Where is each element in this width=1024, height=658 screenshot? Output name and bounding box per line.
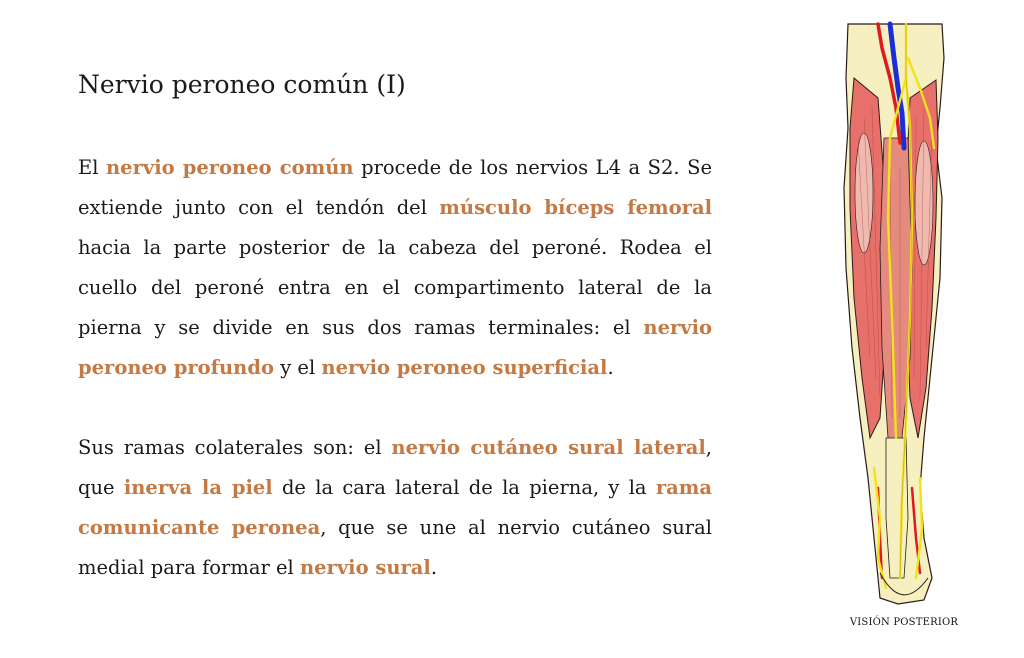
figure-caption: VISIÓN POSTERIOR — [849, 617, 959, 628]
tendon-lateral — [855, 133, 873, 253]
text-span: . — [430, 556, 438, 579]
term-nervio-peroneo-superficial[interactable]: nervio peroneo superficial — [321, 356, 608, 379]
term-inerva-la-piel[interactable]: inerva la piel — [123, 476, 273, 499]
text-span: El — [78, 156, 106, 179]
text-span: Sus ramas colaterales son: el — [78, 436, 392, 459]
text-span: , que — [78, 436, 712, 499]
body-text — [78, 148, 712, 628]
paragraph-1 — [78, 148, 712, 388]
term-nervio-peroneo-comun[interactable]: nervio peroneo común — [106, 156, 354, 179]
text-span: , que se une al nervio cutáneo sural medial para formar el — [78, 516, 712, 579]
term-rama-comunicante-peronea[interactable]: rama comunicante peronea — [78, 476, 713, 539]
term-musculo-biceps-femoral[interactable]: músculo bíceps femoral — [439, 196, 712, 219]
term-nervio-peroneo-profundo[interactable]: nervio peroneo profundo — [78, 316, 712, 379]
text-span: y el — [274, 356, 322, 379]
page-title: Nervio peroneo común (I) — [78, 70, 406, 99]
tendon-medial — [915, 141, 933, 265]
paragraph-2 — [78, 428, 712, 588]
term-nervio-cutaneo-sural-lateral[interactable]: nervio cutáneo sural lateral — [391, 436, 706, 459]
leg-posterior-illustration — [820, 18, 970, 608]
text-span: hacia la parte posterior de la cabeza del peroné. Rodea el cuello del peroné entra en el compartimento lateral de la pierna y se divide en sus dos ramas terminales: el — [78, 236, 712, 339]
text-span: . — [607, 356, 614, 379]
term-nervio-sural[interactable]: nervio sural — [299, 556, 431, 579]
text-span: procede de los nervios L4 a S2. Se extiende junto con el tendón del — [78, 156, 713, 219]
text-span: de la cara lateral de la pierna, y la — [272, 476, 656, 499]
